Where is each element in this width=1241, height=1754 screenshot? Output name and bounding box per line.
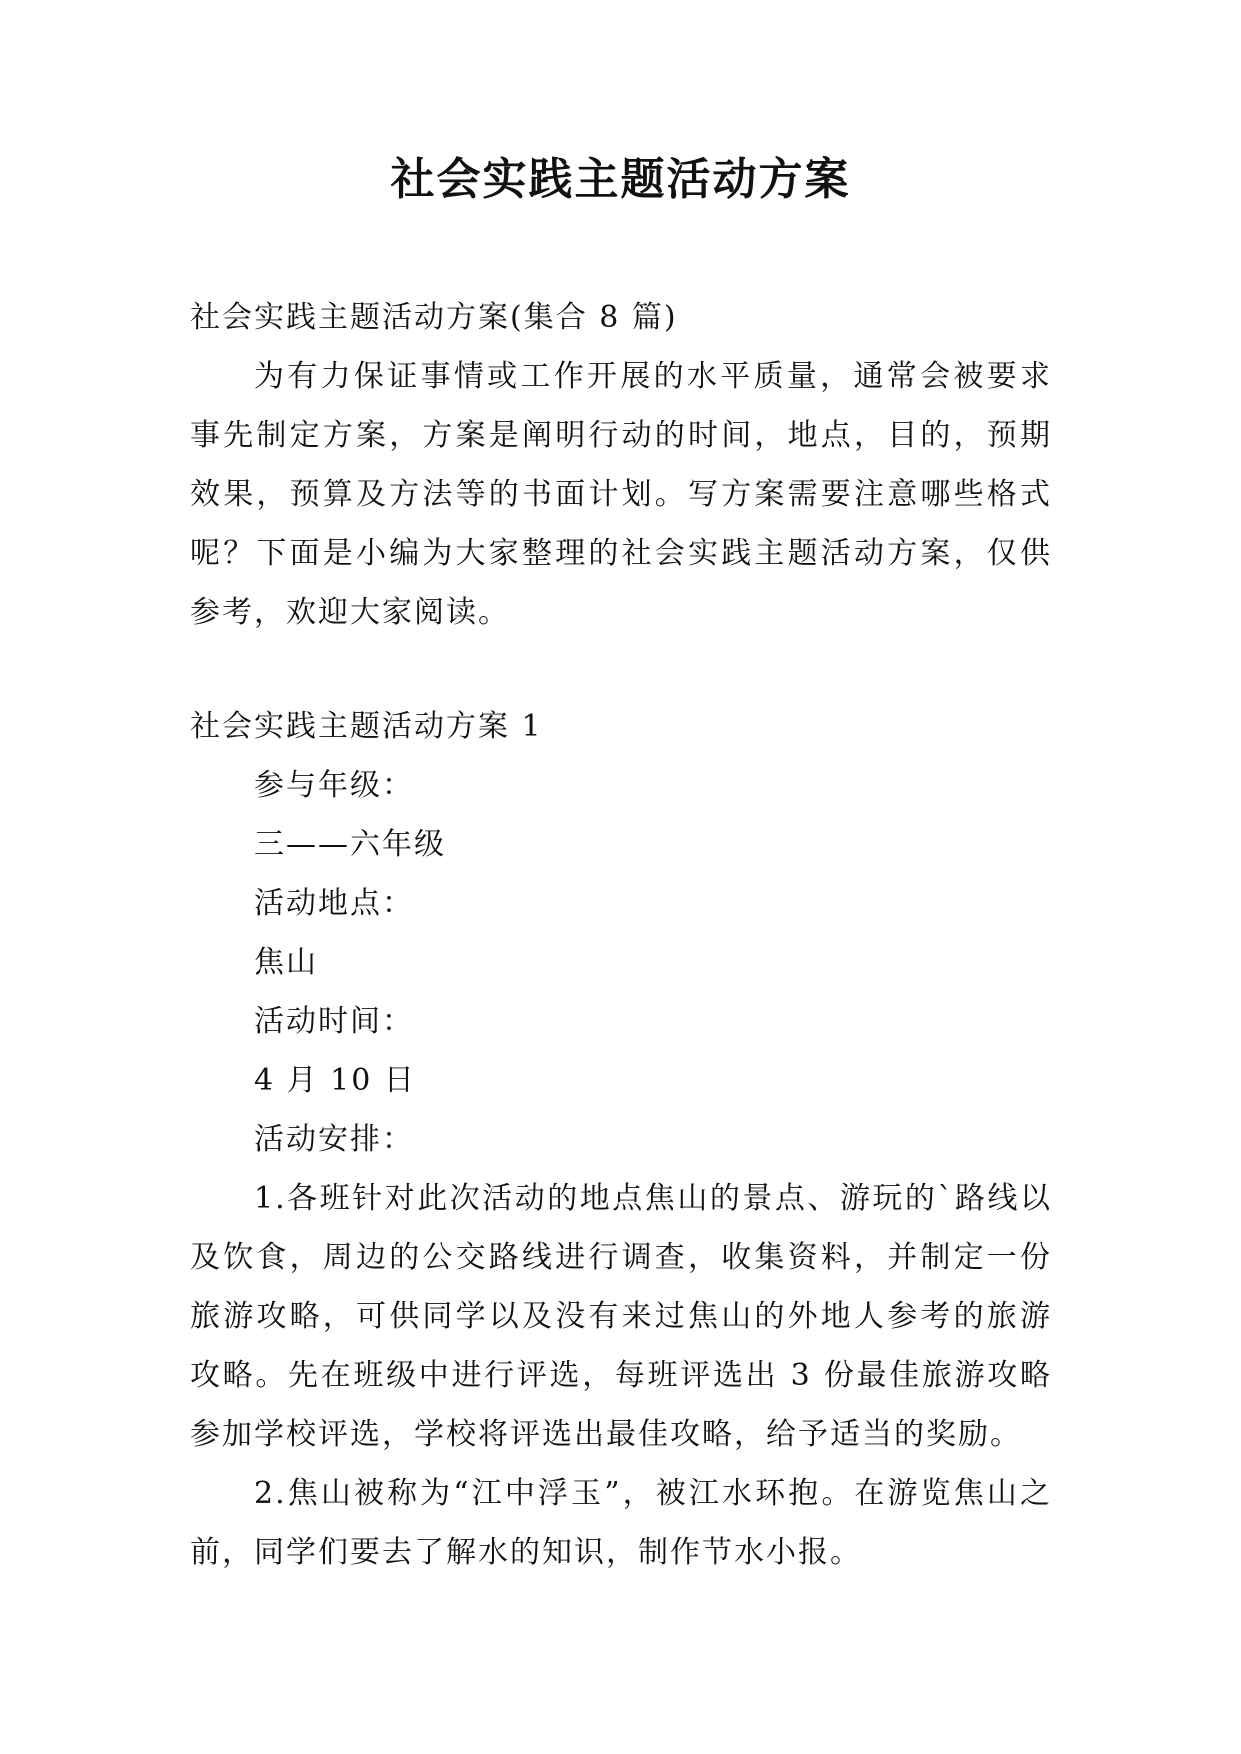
section-heading: 社会实践主题活动方案 1 [190, 709, 543, 744]
time-label: 活动时间： [254, 1004, 414, 1039]
place-value: 焦山 [254, 945, 318, 980]
document-title: 社会实践主题活动方案 [390, 154, 851, 205]
place-label: 活动地点： [254, 886, 414, 921]
arrangement-label: 活动安排： [254, 1122, 414, 1157]
arrangement-item-1: 1.各班针对此次活动的地点焦山的景点、游玩的`路线以及饮食，周边的公交路线进行调查，收集资料，并制定一份旅游攻略，可供同学以及没有来过焦山的外地人参考的旅游攻略。先在班级中进行评选，每班评选出 3 份最佳旅游攻略参加学校评选，学校将评选出最佳攻略，给予适当的奖励。 [190, 1181, 1052, 1452]
grade-label: 参与年级： [254, 768, 414, 803]
section-spacer [190, 642, 1052, 697]
grade-value: 三——六年级 [254, 827, 446, 862]
intro-paragraph: 为有力保证事情或工作开展的水平质量，通常会被要求事先制定方案，方案是阐明行动的时间，地点，目的，预期效果，预算及方法等的书面计划。写方案需要注意哪些格式呢？下面是小编为大家整理的社会实践主题活动方案，仅供参考，欢迎大家阅读。 [190, 359, 1052, 630]
document-subtitle: 社会实践主题活动方案(集合 8 篇) [190, 300, 678, 335]
time-value: 4 月 10 日 [254, 1063, 416, 1098]
arrangement-item-2: 2.焦山被称为“江中浮玉”，被江水环抱。在游览焦山之前，同学们要去了解水的知识，制作节水小报。 [190, 1476, 1052, 1570]
document-body [190, 288, 1052, 1582]
